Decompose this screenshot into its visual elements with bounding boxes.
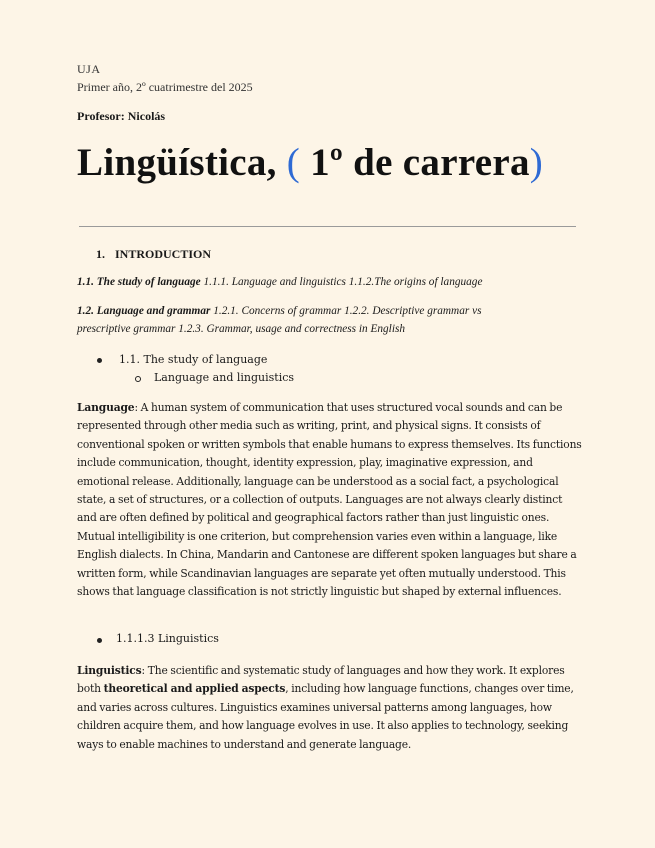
list-item-language-and-linguistics: Language and linguistics bbox=[154, 371, 295, 384]
language-term: Language bbox=[77, 401, 135, 414]
bullet-dot-icon bbox=[97, 358, 102, 363]
toc-item-1 bbox=[77, 276, 482, 288]
bullet-circle-icon bbox=[135, 376, 141, 382]
linguistics-emphasis: theoretical and applied aspects bbox=[103, 682, 286, 696]
toc-item-2-continued: prescriptive grammar 1.2.3. Grammar, usage and correctness in English bbox=[77, 323, 406, 335]
title-close-paren: ) bbox=[529, 141, 544, 184]
horizontal-divider bbox=[79, 226, 576, 227]
language-paragraph bbox=[77, 399, 582, 601]
linguistics-paragraph bbox=[77, 662, 582, 754]
linguistics-definition-part1: : The scientific and systematic study of languages and how they work. It explores both bbox=[77, 664, 565, 696]
toc-item-2-title: 1.2. Language and grammar bbox=[77, 305, 211, 317]
toc-item-1-title: 1.1. The study of language bbox=[77, 276, 201, 288]
title-main: Lingüística, bbox=[77, 141, 287, 184]
list-item-linguistics: 1.1.1.3 Linguistics bbox=[116, 632, 219, 645]
title-open-paren: ( bbox=[286, 141, 301, 184]
linguistics-definition-part2: , including how language functions, changes over time, and varies across cultures. Linguistics examines universal patterns among languages, how children acquire them, and how language evolves in use. It also applies to technology, seeking ways to enable machines to understand and generate language. bbox=[77, 682, 574, 751]
section-heading bbox=[96, 247, 211, 262]
toc-item-2 bbox=[77, 305, 482, 317]
page-title bbox=[77, 140, 543, 185]
language-definition: : A human system of communication that uses structured vocal sounds and can be represented through other media such as writing, print, and physical signs. It consists of conventional spoken or written symbols that enable humans to express themselves. Its functions include communication, thought, identity expression, play, imaginative expression, and emotional release. Additionally, language can be understood as a social fact, a psychological state, a set of structures, or a collection of outputs. Languages are not always clearly distinct and are often defined by political and geographical factors rather than just linguistic ones. Mutual intelligibility is one criterion, but comprehension varies even within a language, like English dialects. In China, Mandarin and Cantonese are different spoken languages but share a written form, while Scandinavian languages are separate yet often mutually understood. This shows that language classification is not strictly linguistic but shaped by external influences. bbox=[77, 401, 582, 599]
list-item-study-of-language: 1.1. The study of language bbox=[119, 353, 268, 366]
institution-label: UJA bbox=[77, 62, 101, 76]
course-label: Primer año, 2º cuatrimestre del 2025 bbox=[77, 80, 253, 94]
toc-item-1-subitems: 1.1.1. Language and linguistics 1.1.2.The origins of language bbox=[200, 276, 483, 288]
section-number: 1. bbox=[96, 247, 105, 261]
professor-label: Profesor: Nicolás bbox=[77, 109, 166, 123]
bullet-dot-icon bbox=[97, 638, 102, 643]
section-title: INTRODUCTION bbox=[115, 247, 212, 261]
toc-item-2-subitems-line1: 1.2.1. Concerns of grammar 1.2.2. Descriptive grammar vs bbox=[210, 305, 482, 317]
linguistics-term: Linguistics bbox=[77, 664, 142, 677]
title-subtitle: 1º de carrera bbox=[300, 141, 530, 184]
